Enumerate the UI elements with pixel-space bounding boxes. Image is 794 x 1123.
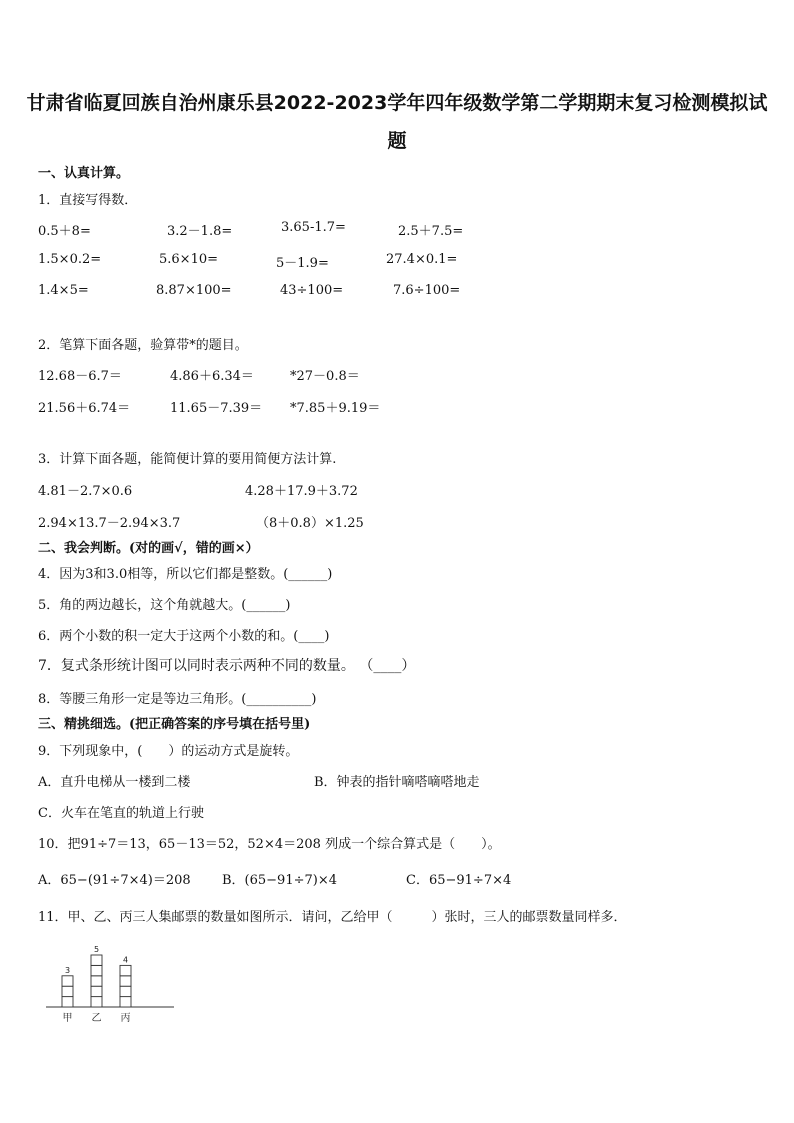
q2-item: *7.85＋9.19＝ (290, 401, 381, 416)
chart-bar-甲 (62, 976, 73, 1007)
q3-item: 4.28＋17.9＋3.72 (245, 484, 358, 499)
q6-text: 6．两个小数的积一定大于这两个小数的和。(____) (38, 629, 330, 644)
q3-item: 4.81－2.7×0.6 (38, 484, 133, 499)
chart-bar-乙 (91, 955, 102, 1007)
q1-item: 2.5＋7.5= (398, 224, 464, 239)
chart-data-label: 4 (122, 955, 129, 965)
q10-option-a: A．65−(91÷7×4)＝208 (38, 873, 191, 888)
q1-item: 0.5＋8= (38, 224, 91, 239)
q9-option-a: A．直升电梯从一楼到二楼 (38, 775, 191, 790)
q9-option-b: B．钟表的指针嘀嗒嘀嗒地走 (314, 775, 480, 790)
q1-item: 5.6×10= (159, 252, 219, 267)
q2-item: 4.86＋6.34＝ (170, 369, 254, 384)
chart-category-label: 乙 (91, 1013, 102, 1024)
q1-item: 1.4×5= (38, 283, 89, 298)
chart-data-label: 3 (64, 965, 71, 975)
q4-text: 4．因为3和3.0相等，所以它们都是整数。(______) (38, 567, 333, 582)
chart-bar-unit (91, 955, 102, 965)
q8-text: 8．等腰三角形一定是等边三角形。(__________) (38, 692, 317, 707)
q9-option-c: C．火车在笔直的轨道上行驶 (38, 806, 204, 821)
q1-item: 3.65-1.7= (281, 220, 346, 235)
chart-bar-unit (91, 986, 102, 996)
q3-prompt: 3．计算下面各题，能简便计算的要用简便方法计算. (38, 452, 337, 467)
chart-bar-unit (120, 965, 131, 975)
chart-bar-unit (91, 997, 102, 1007)
q10-prompt: 10．把91÷7＝13，65－13＝52，52×4＝208 列成一个综合算式是（ ）。 (38, 837, 501, 852)
q3-item: 2.94×13.7－2.94×3.7 (38, 516, 181, 531)
chart-bar-unit (120, 997, 131, 1007)
q2-item: 11.65－7.39＝ (170, 401, 263, 416)
q11-prompt: 11．甲、乙、丙三人集邮票的数量如图所示．请问，乙给甲（ ）张时，三人的邮票数量同样多． (38, 910, 627, 925)
q2-item: 21.56＋6.74＝ (38, 401, 131, 416)
q3-item: （8＋0.8）×1.25 (256, 516, 364, 531)
chart-category-label: 甲 (62, 1013, 73, 1024)
q1-item: 8.87×100= (156, 283, 232, 298)
page-title: 甘肃省临夏回族自治州康乐县2022-2023学年四年级数学第二学期期末复习检测模拟试题 (26, 92, 768, 152)
q1-item: 43÷100= (280, 283, 344, 298)
chart-bar-丙 (120, 965, 131, 1007)
q1-item: 27.4×0.1= (386, 252, 458, 267)
chart-bar-unit (91, 965, 102, 975)
q1-item: 1.5×0.2= (38, 252, 102, 267)
q7-text: 7．复式条形统计图可以同时表示两种不同的数量。 （____） (38, 658, 416, 674)
q2-item: 12.68－6.7＝ (38, 369, 122, 384)
section-1-heading: 一、认真计算。 (38, 166, 130, 181)
q2-item: *27－0.8＝ (290, 369, 360, 384)
section-3-heading: 三、精挑细选。(把正确答案的序号填在括号里) (38, 717, 311, 732)
q5-text: 5．角的两边越长，这个角就越大。(______) (38, 598, 291, 613)
chart-bar-unit (120, 976, 131, 986)
chart-bar-unit (62, 997, 73, 1007)
chart-bar-unit (62, 986, 73, 996)
chart-bar-unit (62, 976, 73, 986)
chart-category-label: 丙 (120, 1013, 131, 1024)
q2-prompt: 2．笔算下面各题，验算带*的题目。 (38, 338, 248, 353)
chart-bar-unit (91, 976, 102, 986)
stamp-bar-chart (40, 930, 180, 1030)
q10-option-c: C．65−91÷7×4 (406, 873, 512, 888)
section-2-heading: 二、我会判断。(对的画√，错的画×） (38, 541, 259, 556)
q1-item: 5－1.9= (276, 256, 329, 271)
q9-prompt: 9．下列现象中，( ）的运动方式是旋转。 (38, 744, 299, 759)
q1-item: 7.6÷100= (393, 283, 461, 298)
q1-item: 3.2－1.8= (167, 224, 233, 239)
chart-data-label: 5 (93, 945, 100, 954)
q1-prompt: 1．直接写得数． (38, 193, 138, 208)
q10-option-b: B．(65−91÷7)×4 (222, 873, 338, 888)
chart-bar-unit (120, 986, 131, 996)
